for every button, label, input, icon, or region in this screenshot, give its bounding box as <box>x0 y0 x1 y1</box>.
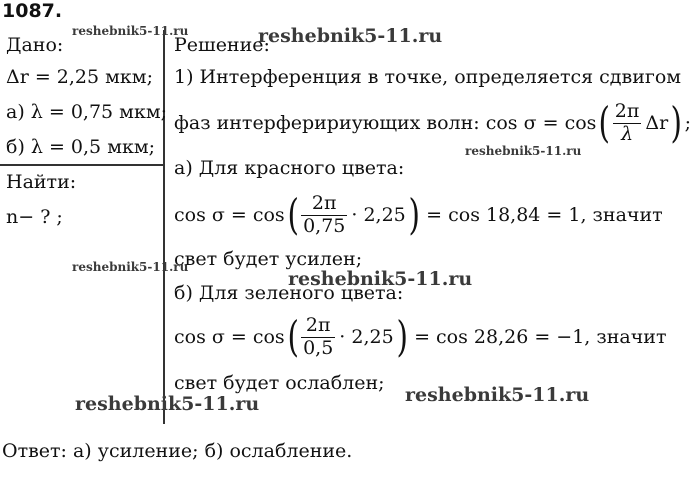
red-frac-den: 0,75 <box>303 214 346 237</box>
red-frac-num: 2π <box>311 191 337 214</box>
close-paren: ) <box>670 98 683 147</box>
close-paren: ) <box>408 190 420 239</box>
step1-line1: 1) Интерференция в точке, определяется сдвигом <box>174 66 682 88</box>
red-title: а) Для красного цвета: <box>174 157 405 179</box>
given-case-b: б) λ = 0,5 мкм; <box>6 136 156 158</box>
red-eq-prefix: cos σ = cos <box>174 204 285 226</box>
green-title: б) Для зеленого цвета: <box>174 282 404 304</box>
step1-fraction <box>613 101 642 146</box>
open-paren: ( <box>287 190 299 239</box>
step1-prefix: фаз интерферириующих волн: cos σ = cos <box>174 112 597 134</box>
open-paren: ( <box>598 98 611 147</box>
solution-title: Решение: <box>174 34 270 56</box>
step1-end: ; <box>684 112 691 134</box>
given-case-a: а) λ = 0,75 мкм; <box>6 101 167 123</box>
green-frac-den: 0,5 <box>303 336 334 359</box>
green-eq-mid: · 2,25 <box>339 326 394 348</box>
vertical-divider <box>163 30 165 424</box>
given-title: Дано: <box>6 34 64 56</box>
watermark: reshebnik5-11.ru <box>72 24 189 38</box>
green-fraction <box>301 315 335 360</box>
horizontal-divider <box>0 164 164 166</box>
green-eq-suffix: = cos 28,26 = −1, значит <box>414 326 667 348</box>
watermark: reshebnik5-11.ru <box>288 268 473 290</box>
given-delta-r: Δr = 2,25 мкм; <box>6 66 153 88</box>
watermark: reshebnik5-11.ru <box>72 260 189 274</box>
step1-after: Δr <box>645 112 669 134</box>
watermark: reshebnik5-11.ru <box>405 384 590 406</box>
watermark: reshebnik5-11.ru <box>75 393 260 415</box>
close-paren: ) <box>396 312 408 361</box>
answer: Ответ: а) усиление; б) ослабление. <box>2 440 353 462</box>
green-conclusion: свет будет ослаблен; <box>174 372 385 394</box>
green-equation <box>174 310 666 364</box>
red-fraction <box>301 193 347 238</box>
problem-number: 1087. <box>2 0 63 22</box>
red-eq-suffix: = cos 18,84 = 1, значит <box>426 204 663 226</box>
watermark: reshebnik5-11.ru <box>258 25 443 47</box>
green-frac-num: 2π <box>305 313 331 336</box>
find-title: Найти: <box>6 171 77 193</box>
step1-frac-num: 2π <box>614 99 640 122</box>
red-equation <box>174 188 663 242</box>
green-eq-prefix: cos σ = cos <box>174 326 285 348</box>
red-conclusion: свет будет усилен; <box>174 248 363 270</box>
step1-line2 <box>174 96 691 150</box>
find-value: n− ? ; <box>6 206 63 228</box>
step1-frac-den: λ <box>613 123 642 146</box>
open-paren: ( <box>287 312 299 361</box>
watermark: reshebnik5-11.ru <box>465 144 582 158</box>
red-eq-mid: · 2,25 <box>351 204 406 226</box>
